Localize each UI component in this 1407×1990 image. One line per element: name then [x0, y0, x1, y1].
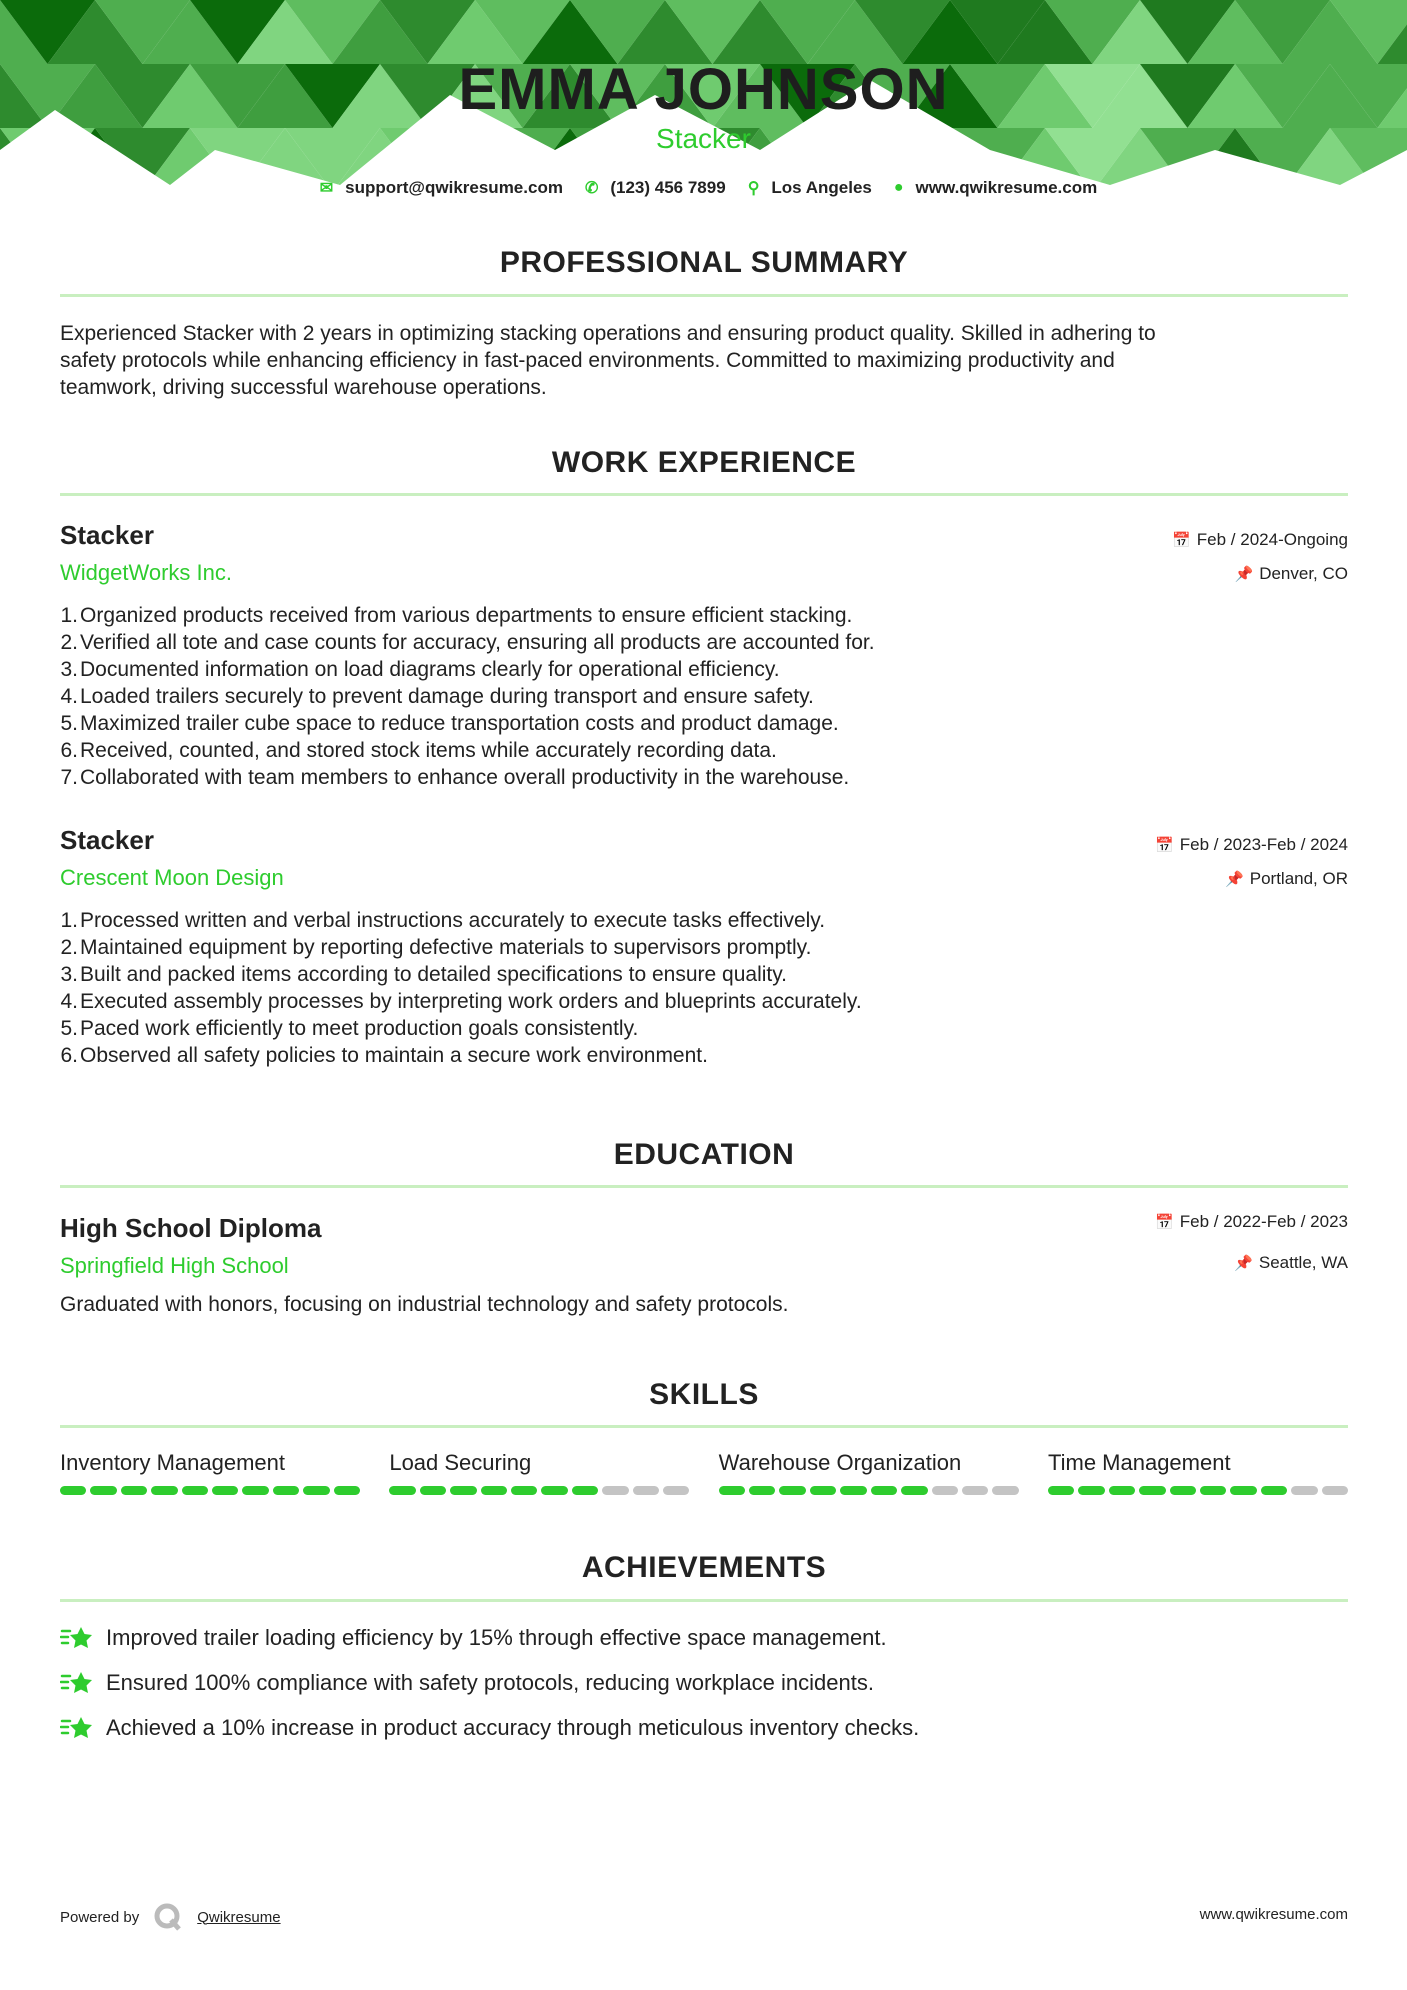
achievement-item — [60, 1624, 887, 1652]
summary-line: Experienced Stacker with 2 years in optimizing stacking operations and ensuring product quality. Skilled in adhering to — [60, 322, 1156, 345]
skill-item — [60, 1450, 360, 1495]
bullet-item: 4. Executed assembly processes by interpreting work orders and blueprints accurately. — [60, 990, 862, 1013]
bullet-text: Maintained equipment by reporting defective materials to supervisors promptly. — [80, 936, 812, 959]
powered-by-text: Powered by — [60, 1908, 140, 1926]
phone-icon: ✆ — [584, 180, 599, 197]
calendar-icon: 📅 — [1155, 837, 1174, 854]
candidate-role: Stacker — [656, 123, 751, 154]
location-text: Denver, CO — [1259, 564, 1348, 583]
achievements-heading: ACHIEVEMENTS — [581, 1551, 827, 1584]
footer-website[interactable]: www.qwikresume.com — [1199, 1906, 1348, 1923]
achievement-item — [60, 1714, 919, 1742]
skill-level-segment — [1078, 1486, 1104, 1495]
summary-line: safety protocols while enhancing efficiency in fast-paced environments. Committed to maximizing productivity and — [60, 349, 1115, 372]
skill-name: Warehouse Organization — [718, 1450, 962, 1475]
skill-level-segment — [840, 1486, 866, 1495]
skill-level-segment — [60, 1486, 86, 1495]
skill-level-segment — [1170, 1486, 1196, 1495]
skill-level-segment — [242, 1486, 268, 1495]
achievement-text: Improved trailer loading efficiency by 15% through effective space management. — [106, 1625, 887, 1650]
skills-list — [60, 1450, 1348, 1495]
bullet-text: Collaborated with team members to enhance overall productivity in the warehouse. — [80, 766, 850, 789]
job-bullets — [52, 907, 1352, 1069]
map-pin-icon: ⚲ — [747, 180, 760, 197]
skill-level-bar — [719, 1486, 1019, 1495]
bullet-item: 5. Paced work efficiently to meet production goals consistently. — [60, 1017, 639, 1040]
achievement-text: Achieved a 10% increase in product accuracy through meticulous inventory checks. — [106, 1715, 920, 1740]
skill-level-segment — [1200, 1486, 1226, 1495]
bullet-item: 2. Verified all tote and case counts for accuracy, ensuring all products are accounted for. — [60, 631, 875, 654]
calendar-icon: 📅 — [1172, 532, 1191, 549]
skill-level-segment — [810, 1486, 836, 1495]
bullet-text: Executed assembly processes by interpreting work orders and blueprints accurately. — [80, 990, 862, 1013]
skill-name: Load Securing — [389, 1450, 532, 1475]
skill-level-segment — [273, 1486, 299, 1495]
summary-heading: PROFESSIONAL SUMMARY — [499, 246, 909, 279]
candidate-name: EMMA JOHNSON — [458, 57, 949, 122]
skill-level-segment — [389, 1486, 415, 1495]
education-heading: EDUCATION — [613, 1138, 795, 1171]
bullet-text: Loaded trailers securely to prevent damage during transport and ensure safety. — [80, 685, 814, 708]
skill-level-segment — [602, 1486, 628, 1495]
skill-level-segment — [992, 1486, 1018, 1495]
bullet-item: 1. Organized products received from various departments to ensure efficient stacking. — [60, 604, 853, 627]
star-icon — [60, 1624, 94, 1652]
skill-level-segment — [779, 1486, 805, 1495]
job-bullets — [52, 602, 1352, 791]
skill-level-segment — [1261, 1486, 1287, 1495]
bullet-item: 5. Maximized trailer cube space to reduce transportation costs and product damage. — [60, 712, 839, 735]
summary-line: teamwork, driving successful warehouse operations. — [60, 376, 547, 399]
skill-level-segment — [511, 1486, 537, 1495]
skills-heading: SKILLS — [649, 1378, 759, 1411]
skill-name: Inventory Management — [60, 1450, 286, 1475]
pin-icon: 📌 — [1234, 1255, 1253, 1272]
bullet-text: Organized products received from various departments to ensure efficient stacking. — [80, 604, 853, 627]
achievement-text: Ensured 100% compliance with safety protocols, reducing workplace incidents. — [106, 1670, 874, 1695]
skill-level-segment — [901, 1486, 927, 1495]
skill-level-segment — [151, 1486, 177, 1495]
dates-text: Feb / 2024-Ongoing — [1196, 530, 1348, 549]
skill-level-segment — [481, 1486, 507, 1495]
pin-icon: 📌 — [1234, 566, 1254, 583]
website-link[interactable]: www.qwikresume.com — [915, 178, 1098, 197]
job-location — [1235, 564, 1349, 584]
skill-level-segment — [663, 1486, 689, 1495]
bullet-item: 2. Maintained equipment by reporting defective materials to supervisors promptly. — [60, 936, 812, 959]
skill-item — [1048, 1450, 1348, 1495]
globe-icon: ● — [893, 179, 904, 196]
skill-level-segment — [212, 1486, 238, 1495]
bullet-text: Documented information on load diagrams clearly for operational efficiency. — [80, 658, 780, 681]
bullet-text: Observed all safety policies to maintain a secure work environment. — [80, 1044, 708, 1067]
dates-text: Feb / 2023-Feb / 2024 — [1179, 835, 1348, 854]
school-name: Springfield High School — [60, 1253, 289, 1278]
bullet-text: Maximized trailer cube space to reduce transportation costs and product damage. — [80, 712, 839, 735]
pin-icon: 📌 — [1225, 871, 1244, 888]
skill-level-segment — [633, 1486, 659, 1495]
dates-text: Feb / 2022-Feb / 2023 — [1179, 1212, 1348, 1231]
skill-level-segment — [1139, 1486, 1165, 1495]
bullet-text: Built and packed items according to detailed specifications to ensure quality. — [80, 963, 788, 986]
skill-level-segment — [1322, 1486, 1348, 1495]
skill-level-segment — [572, 1486, 598, 1495]
bullet-item: 6. Received, counted, and stored stock items while accurately recording data. — [60, 739, 777, 762]
bullet-item: 7. Collaborated with team members to enhance overall productivity in the warehouse. — [60, 766, 850, 789]
contact-bar — [0, 178, 1407, 198]
skill-level-segment — [932, 1486, 958, 1495]
divider — [60, 1185, 1348, 1188]
calendar-icon: 📅 — [1155, 1214, 1174, 1231]
footer-powered — [60, 1902, 281, 1932]
job-title: Stacker — [60, 825, 154, 855]
skill-level-segment — [90, 1486, 116, 1495]
skill-level-segment — [420, 1486, 446, 1495]
job-title: Stacker — [60, 520, 154, 550]
divider — [60, 1599, 1348, 1602]
divider — [60, 294, 1348, 297]
skill-name: Time Management — [1047, 1450, 1231, 1475]
qwikresume-logo-icon — [153, 1902, 183, 1932]
divider — [60, 493, 1348, 496]
skill-level-segment — [450, 1486, 476, 1495]
job-location — [1225, 869, 1348, 889]
skill-level-segment — [541, 1486, 567, 1495]
star-icon — [60, 1714, 94, 1742]
bullet-item: 6. Observed all safety policies to maintain a secure work environment. — [60, 1044, 708, 1067]
skill-level-segment — [1048, 1486, 1074, 1495]
degree-title: High School Diploma — [60, 1213, 322, 1243]
achievement-item — [60, 1669, 874, 1697]
bullet-text: Paced work efficiently to meet production goals consistently. — [80, 1017, 639, 1040]
skill-item — [719, 1450, 1019, 1495]
phone-text: (123) 456 7899 — [610, 178, 726, 197]
skill-level-segment — [182, 1486, 208, 1495]
star-icon — [60, 1669, 94, 1697]
location-text: Portland, OR — [1249, 869, 1348, 888]
skill-item — [389, 1450, 689, 1495]
skill-level-segment — [719, 1486, 745, 1495]
bullet-item: 1. Processed written and verbal instructions accurately to execute tasks effectively. — [60, 909, 826, 932]
bullet-text: Processed written and verbal instructions accurately to execute tasks effectively. — [80, 909, 826, 932]
skill-level-segment — [121, 1486, 147, 1495]
skill-level-segment — [1109, 1486, 1135, 1495]
skill-level-segment — [749, 1486, 775, 1495]
education-dates — [1155, 1212, 1348, 1232]
skill-level-bar — [1048, 1486, 1348, 1495]
skill-level-bar — [60, 1486, 360, 1495]
email-link[interactable]: support@qwikresume.com — [345, 178, 563, 197]
company-name: Crescent Moon Design — [60, 865, 284, 890]
skill-level-segment — [1291, 1486, 1317, 1495]
bullet-item: 3. Documented information on load diagrams clearly for operational efficiency. — [60, 658, 780, 681]
skill-level-segment — [1230, 1486, 1256, 1495]
bullet-text: Verified all tote and case counts for accuracy, ensuring all products are accounted for. — [80, 631, 875, 654]
summary-text — [60, 320, 1350, 401]
location-text: Seattle, WA — [1258, 1253, 1348, 1272]
job-dates — [1155, 835, 1348, 855]
skill-level-segment — [334, 1486, 360, 1495]
bullet-item: 4. Loaded trailers securely to prevent damage during transport and ensure safety. — [60, 685, 814, 708]
qwikresume-link[interactable]: Qwikresume — [197, 1908, 281, 1926]
bullet-text: Received, counted, and stored stock items while accurately recording data. — [80, 739, 777, 762]
company-name: WidgetWorks Inc. — [60, 560, 232, 585]
skill-level-segment — [303, 1486, 329, 1495]
education-description: Graduated with honors, focusing on industrial technology and safety protocols. — [60, 1293, 789, 1316]
skill-level-segment — [962, 1486, 988, 1495]
skill-level-segment — [871, 1486, 897, 1495]
experience-heading: WORK EXPERIENCE — [551, 446, 857, 479]
location-text: Los Angeles — [771, 178, 872, 197]
skill-level-bar — [389, 1486, 689, 1495]
bullet-item: 3. Built and packed items according to detailed specifications to ensure quality. — [60, 963, 788, 986]
job-dates — [1172, 530, 1348, 550]
divider — [60, 1425, 1348, 1428]
envelope-icon: ✉ — [319, 180, 334, 197]
education-location — [1234, 1253, 1348, 1273]
